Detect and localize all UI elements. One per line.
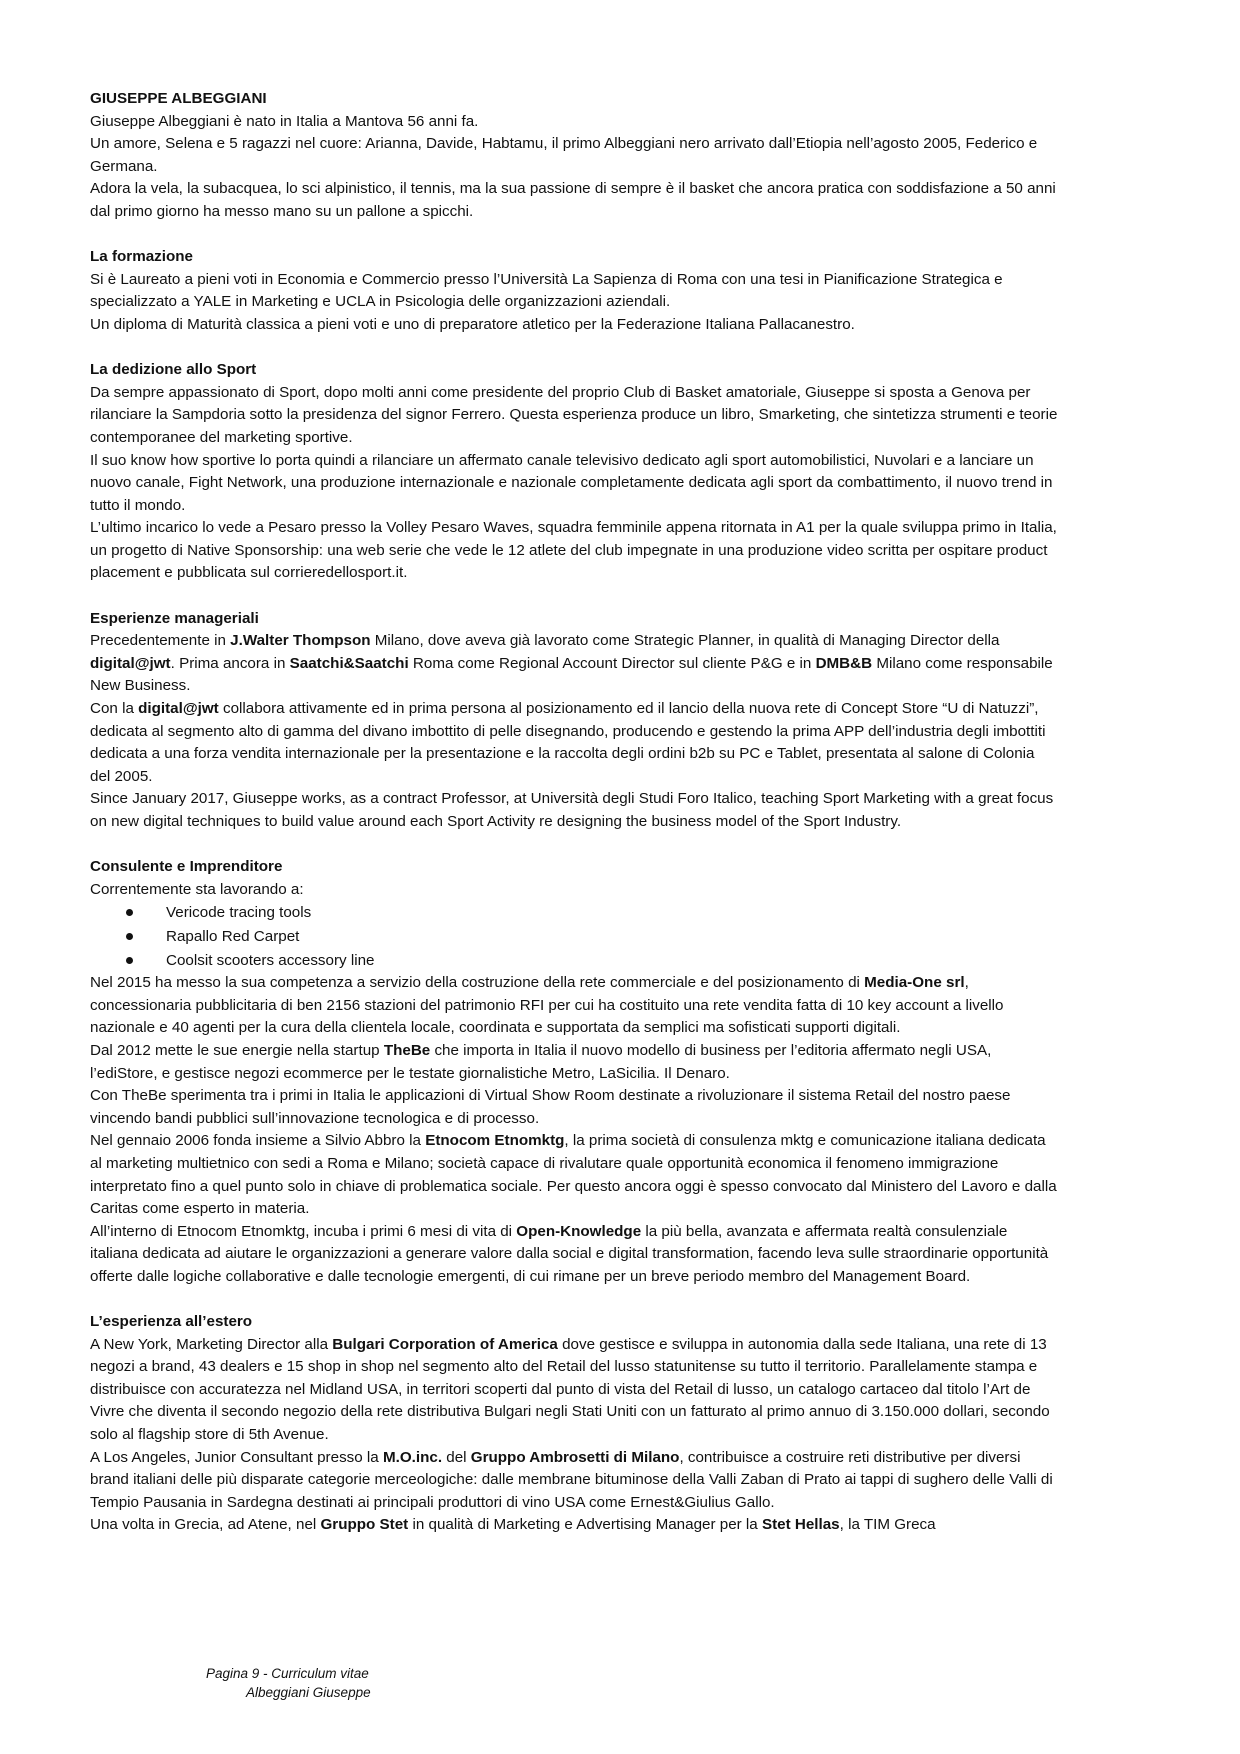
list-item <box>166 925 1058 949</box>
bullet-icon <box>126 957 133 964</box>
intro-paragraph: Giuseppe Albeggiani è nato in Italia a Mantova 56 anni fa. <box>90 112 479 130</box>
bold-company-name: Gruppo Ambrosetti di Milano <box>470 1448 680 1466</box>
text-run: Dal 2012 mette le sue energie nella startup <box>90 1041 384 1059</box>
paragraph: L’ultimo incarico lo vede a Pesaro presso la Volley Pesaro Waves, squadra femminile appena ritornata in A1 per la quale sviluppa primo in Italia, un progetto di Native Sponsorship: una web serie che vede le 12 atlete del club impegnate in una produzione video scritta per ospitare product placement e pubblicata sul corrieredellosport.it. <box>90 519 1057 582</box>
bold-company-name: Bulgari Corporation of America <box>332 1335 558 1353</box>
bold-company-name: digital@jwt <box>138 700 219 718</box>
paragraph <box>90 1040 1058 1085</box>
paragraph: Da sempre appassionato di Sport, dopo molti anni come presidente del proprio Club di Basket amatoriale, Giuseppe si sposta a Genova per rilanciare la Sampdoria sotto la presidenza del signor Ferrero. Questa esperienza produce un libro, Smarketing, che sintetizza strumenti e teorie contemporanee del marketing sportive. <box>90 383 1058 446</box>
section-heading: L’esperienza all’estero <box>90 1313 253 1331</box>
bold-company-name: Saatchi&Saatchi <box>289 654 409 672</box>
bold-company-name: Etnocom Etnomktg <box>425 1132 565 1150</box>
paragraph: Il suo know how sportive lo porta quindi a rilanciare un affermato canale televisivo dedicato agli sport automobilistici, Nuvolari e a lanciare un nuovo canale, Fight Network, una produzione internazionale e nazionale completamente dedicata agli sport da combattimento, il nuovo trend in tutto il mondo. <box>90 451 1053 514</box>
text-run: All’interno di Etnocom Etnomktg, incuba i primi 6 mesi di vita di <box>90 1222 517 1240</box>
text-run: , contribuisce a costruire reti distributive per diversi brand italiani delle più disparate categorie merceologiche: dalle membrane bituminose della Valli Zaban di Prato ai tappi di sughero delle Valli di Tempio Pausania in Sardegna destinati ai principali produttori di vino USA come Ernest&Giulius Gallo. <box>90 1448 1053 1511</box>
text-run: collabora attivamente ed in prima persona al posizionamento ed il lancio della nuova rete di Concept Store “U di Natuzzi”, dedicata al segmento alto di gamma del divano imbottito di pelle disegnando, producendo e gestendo la prima APP dell’industria degli imbottiti dedicata a una forza vendita internazionale per la presentazione e la raccolta degli ordini b2b su PC e Tablet, presentata al salone di Colonia del 2005. <box>90 700 1046 785</box>
text-run: Una volta in Grecia, ad Atene, nel <box>90 1516 321 1534</box>
paragraph <box>90 1334 1058 1447</box>
list-item-label: Rapallo Red Carpet <box>166 927 300 945</box>
text-run: , concessionaria pubblicitaria di ben 2156 stazioni del patrimonio RFI per cui ha costituito una rete vendita fatta di 10 key account a livello nazionale e 40 agenti per la cura della clientela locale, coordinata e supportata da semplici ma sofisticati supporti digitali. <box>90 974 1004 1037</box>
text-run: A New York, Marketing Director alla <box>90 1335 333 1353</box>
section-consulente <box>90 856 1058 1288</box>
bold-company-name: DMB&B <box>815 654 873 672</box>
text-run: Nel gennaio 2006 fonda insieme a Silvio Abbro la <box>90 1132 426 1150</box>
intro-paragraph: Un amore, Selena e 5 ragazzi nel cuore: Arianna, Davide, Habtamu, il primo Albeggiani nero arrivato dall’Etiopia nell’agosto 2005, Federico e Germana. <box>90 135 1038 175</box>
section-heading: Consulente e Imprenditore <box>90 858 283 876</box>
bold-company-name: J.Walter Thompson <box>230 632 371 650</box>
text-run: , la TIM Greca <box>839 1516 936 1534</box>
list-lead: Correntemente sta lavorando a: <box>90 880 304 898</box>
section-formazione <box>90 246 1058 336</box>
text-run: la più bella, avanzata e affermata realtà consulenziale italiana dedicata ad aiutare le organizzazioni a generare valore dalla social e digital transformation, facendo leva sulle straordinarie opportunità offerte dalle logiche collaborative e dalle tecnologie emergenti, di cui rimane per un breve periodo membro del Management Board. <box>90 1222 1049 1285</box>
footer-page-label: Pagina 9 - Curriculum vitae <box>206 1666 369 1681</box>
section-sport <box>90 359 1058 585</box>
text-run: in qualità di Marketing e Advertising Manager per la <box>408 1516 762 1534</box>
project-list <box>90 901 1058 972</box>
section-estero <box>90 1311 1058 1537</box>
paragraph: Un diploma di Maturità classica a pieni voti e uno di preparatore atletico per la Federazione Italiana Pallacanestro. <box>90 315 855 333</box>
paragraph <box>90 1130 1058 1220</box>
text-run: . Prima ancora in <box>170 654 290 672</box>
section-heading: Esperienze manageriali <box>90 609 259 627</box>
paragraph <box>90 698 1058 788</box>
text-run: del <box>442 1448 471 1466</box>
bold-company-name: Stet Hellas <box>761 1516 840 1534</box>
text-run: Precedentemente in <box>90 632 231 650</box>
bullet-icon <box>126 933 133 940</box>
list-item <box>166 901 1058 925</box>
bold-company-name: digital@jwt <box>90 654 171 672</box>
paragraph: Since January 2017, Giuseppe works, as a contract Professor, at Università degli Studi Foro Italico, teaching Sport Marketing with a great focus on new digital techniques to build value around each Sport Activity re designing the business model of the Sport Industry. <box>90 790 1054 830</box>
paragraph: Con TheBe sperimenta tra i primi in Italia le applicazioni di Virtual Show Room destinate a rivoluzionare il sistema Retail del nostro paese vincendo bandi pubblici sull’innovazione tecnologica e di processo. <box>90 1087 1011 1127</box>
text-run: Nel 2015 ha messo la sua competenza a servizio della costruzione della rete commerciale e del posizionamento di <box>90 974 865 992</box>
bullet-icon <box>126 909 133 916</box>
text-run: Milano come responsabile New Business. <box>90 654 1053 695</box>
text-run: Con la <box>90 700 139 718</box>
footer-author: Albeggiani Giuseppe <box>246 1685 371 1700</box>
section-heading: La dedizione allo Sport <box>90 361 257 379</box>
page-footer <box>206 1664 371 1702</box>
section-manageriali <box>90 608 1058 834</box>
list-item <box>166 949 1058 973</box>
bold-company-name: M.O.inc. <box>382 1448 443 1466</box>
bold-company-name: Open-Knowledge <box>516 1222 642 1240</box>
bold-company-name: Gruppo Stet <box>320 1516 409 1534</box>
bold-company-name: Media-One srl <box>864 974 965 992</box>
cv-page <box>90 88 1058 1537</box>
text-run: dove gestisce e sviluppa in autonomia dalla sede Italiana, una rete di 13 negozi a brand, 43 dealers e 15 shop in shop nel segmento alto del Retail del lusso statunitense su tutto il territorio. Parallelamente stampa e distribuisce con accuratezza nel Midland USA, in territori scoperti dal punto di vista del Retail di lusso, un catalogo cartaceo dal titolo l’Art de Vivre che diventa il secondo negozio della rete distributiva Bulgari negli Stati Uniti con un fatturato al primo annuo di 3.150.000 dollari, secondo solo al flagship store di 5th Avenue. <box>90 1335 1050 1444</box>
text-run: , la prima società di consulenza mktg e comunicazione italiana dedicata al marketing multietnico con sedi a Roma e Milano; società capace di rivalutare quale opportunità economica il fenomeno immigrazione interpretato fino a quel punto solo in chiave di problematica sociale. Per questo ancora oggi è spesso convocato dal Ministero del Lavoro e dalla Caritas come esperto in materia. <box>90 1132 1057 1218</box>
section-heading: La formazione <box>90 248 193 266</box>
paragraph <box>90 630 1058 698</box>
text-run: A Los Angeles, Junior Consultant presso la <box>90 1448 383 1466</box>
bold-company-name: TheBe <box>383 1041 431 1059</box>
text-run: Roma come Regional Account Director sul cliente P&G e in <box>408 654 816 672</box>
page-title: GIUSEPPE ALBEGGIANI <box>90 90 267 107</box>
paragraph <box>90 1514 1058 1537</box>
paragraph <box>90 1221 1058 1289</box>
paragraph <box>90 1447 1058 1515</box>
paragraph <box>90 972 1058 1040</box>
paragraph: Si è Laureato a pieni voti in Economia e Commercio presso l’Università La Sapienza di Roma con una tesi in Pianificazione Strategica e specializzato a YALE in Marketing e UCLA in Psicologia delle organizzazioni aziendali. <box>90 270 1003 311</box>
intro-paragraph: Adora la vela, la subacquea, lo sci alpinistico, il tennis, ma la sua passione di sempre è il basket che ancora pratica con soddisfazione a 50 anni dal primo giorno ha messo mano su un pallone a spicchi. <box>90 180 1056 220</box>
list-item-label: Vericode tracing tools <box>166 904 312 922</box>
text-run: Milano, dove aveva già lavorato come Strategic Planner, in qualità di Managing Director della <box>370 632 1000 650</box>
text-run: che importa in Italia il nuovo modello di business per l’editoria affermato negli USA, l’ediStore, e gestisce negozi ecommerce per le testate giornalistiche Metro, LaSicilia. Il Denaro. <box>90 1041 992 1082</box>
list-item-label: Coolsit scooters accessory line <box>166 951 375 969</box>
